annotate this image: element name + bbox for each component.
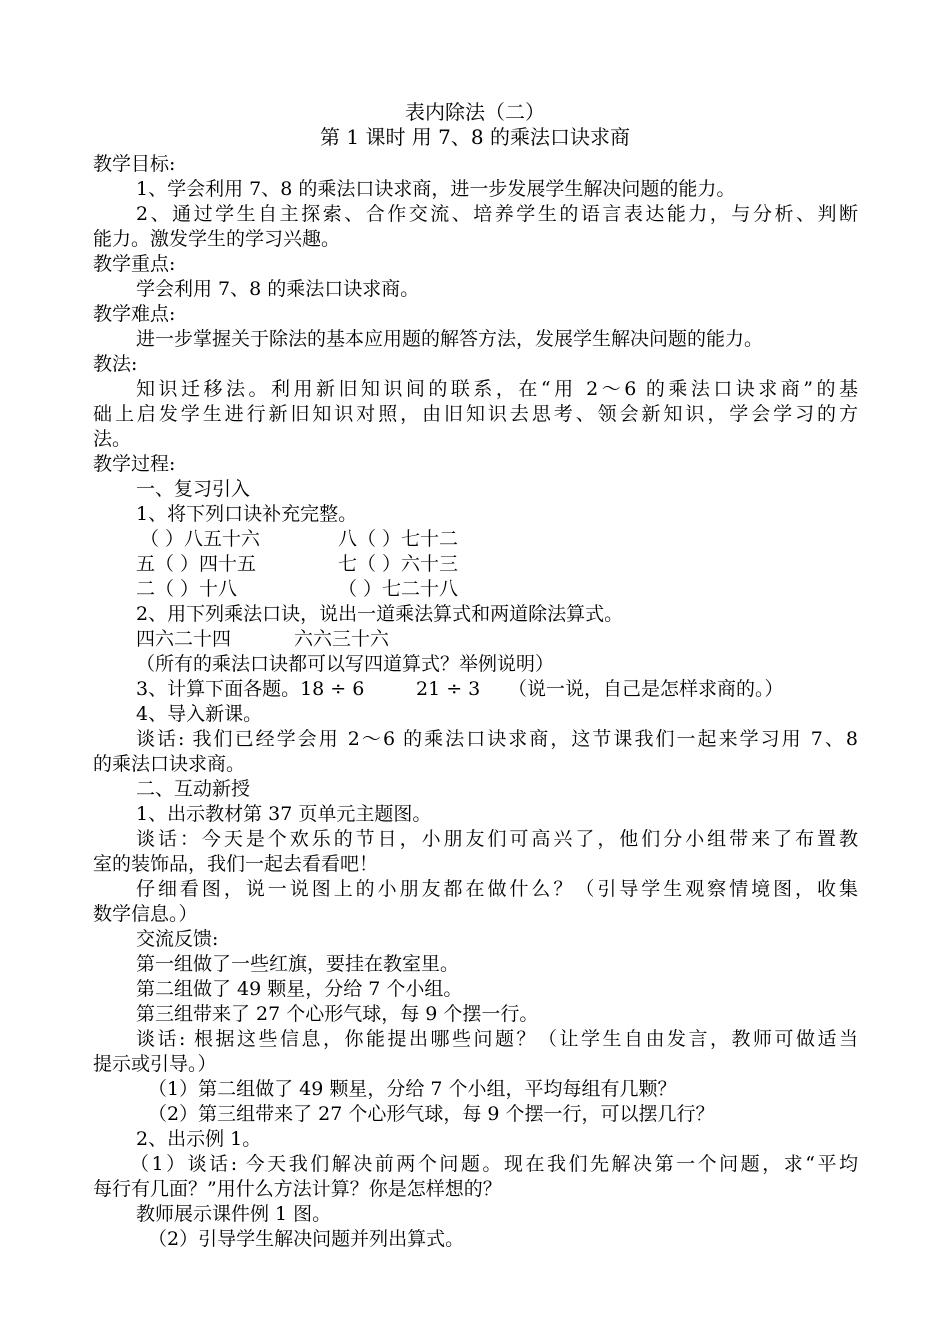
paragraph-line: 每行有几面？”用什么方法计算？你是怎样想的？ <box>93 1178 502 1200</box>
paragraph-line: （说一说，自己是怎样求商的。） <box>508 678 784 700</box>
heading-process: 教学过程: <box>93 453 176 475</box>
heading-objectives: 教学目标: <box>93 153 176 175</box>
paragraph-line: 第三组带来了 27 个心形气球，每 9 个摆一行。 <box>136 1003 539 1025</box>
paragraph-line: 谈话：今天是个欢乐的节日，小朋友们可高兴了，他们分小组带来了布置教 <box>136 828 858 850</box>
blank-item: （ ）八五十六 <box>140 528 261 550</box>
paragraph-line: 知识迁移法。利用新旧知识间的联系，在“用 2～6 的乘法口诀求商”的基 <box>136 378 858 400</box>
paragraph-line: 教师展示课件例 1 图。 <box>136 1203 332 1225</box>
paragraph-line: 进一步掌握关于除法的基本应用题的解答方法，发展学生解决问题的能力。 <box>136 328 764 350</box>
paragraph-line: 谈话: 我们已经学会用 2～6 的乘法口诀求商，这节课我们一起来学习用 7、8 <box>136 728 858 750</box>
paragraph-line: （所有的乘法口诀都可以写四道算式？举例说明） <box>136 653 555 675</box>
section-heading: 一、复习引入 <box>136 478 251 500</box>
paragraph-line: 数学信息。） <box>93 903 198 925</box>
heading-method: 教法: <box>93 353 138 375</box>
paragraph-line: （1）第二组做了 49 颗星，分给 7 个小组，平均每组有几颗？ <box>148 1078 677 1100</box>
paragraph-line: 第一组做了一些红旗，要挂在教室里。 <box>136 953 460 975</box>
document-title: 表内除法（二） <box>405 100 545 124</box>
paragraph-line: 交流反馈: <box>136 928 219 950</box>
paragraph-line: 1、学会利用 7、8 的乘法口诀求商，进一步发展学生解决问题的能力。 <box>136 178 736 200</box>
formula-item: 六六三十六 <box>294 628 390 650</box>
formula-item: 四六二十四 <box>136 628 232 650</box>
paragraph-line: （2）第三组带来了 27 个心形气球，每 9 个摆一行，可以摆几行？ <box>148 1103 715 1125</box>
paragraph-line: 3、计算下面各题。18 ÷ 6 <box>136 678 365 700</box>
paragraph-line: 提示或引导。） <box>93 1053 217 1075</box>
paragraph-line: 室的装饰品，我们一起去看看吧！ <box>93 853 379 875</box>
heading-key-points: 教学重点: <box>93 253 176 275</box>
section-heading: 二、互动新授 <box>136 778 251 800</box>
paragraph-line: （2）引导学生解决问题并列出算式。 <box>148 1228 465 1250</box>
paragraph-line: （1）谈话: 今天我们解决前两个问题。现在我们先解决第一个问题，求“平均 <box>130 1153 858 1175</box>
paragraph-line: 能力。激发学生的学习兴趣。 <box>93 228 341 250</box>
lesson-subtitle: 第 1 课时 用 7、8 的乘法口诀求商 <box>320 125 630 149</box>
paragraph-line: 学会利用 7、8 的乘法口诀求商。 <box>136 278 420 300</box>
blank-item: 二（ ）十八 <box>136 578 238 600</box>
paragraph-line: 2、出示例 1。 <box>136 1128 262 1150</box>
paragraph-line: 2、通过学生自主探索、合作交流、培养学生的语言表达能力，与分析、判断 <box>136 203 858 225</box>
paragraph-line: 1、将下列口诀补充完整。 <box>136 503 358 525</box>
paragraph-line: 1、出示教材第 37 页单元主题图。 <box>136 803 432 825</box>
formula-item: 21 ÷ 3 <box>416 678 481 700</box>
paragraph-line: 4、导入新课。 <box>136 703 263 725</box>
blank-item: 七（ ）六十三 <box>338 553 459 575</box>
paragraph-line: 法。 <box>93 428 132 450</box>
paragraph-line: 2、用下列乘法口诀，说出一道乘法算式和两道除法算式。 <box>136 603 624 625</box>
paragraph-line: 谈话: 根据这些信息，你能提出哪些问题？（让学生自由发言，教师可做适当 <box>136 1028 858 1050</box>
paragraph-line: 的乘法口诀求商。 <box>93 753 246 775</box>
blank-item: （ ）七二十八 <box>338 578 459 600</box>
paragraph-line: 仔细看图，说一说图上的小朋友都在做什么？（引导学生观察情境图，收集 <box>136 878 858 900</box>
paragraph-line: 础上启发学生进行新旧知识对照，由旧知识去思考、领会新知识，学会学习的方 <box>93 403 858 425</box>
paragraph-line: 第二组做了 49 颗星，分给 7 个小组。 <box>136 978 463 1000</box>
blank-item: 五（ ）四十五 <box>136 553 257 575</box>
heading-difficulties: 教学难点: <box>93 303 176 325</box>
blank-item: 八（ ）七十二 <box>338 528 459 550</box>
